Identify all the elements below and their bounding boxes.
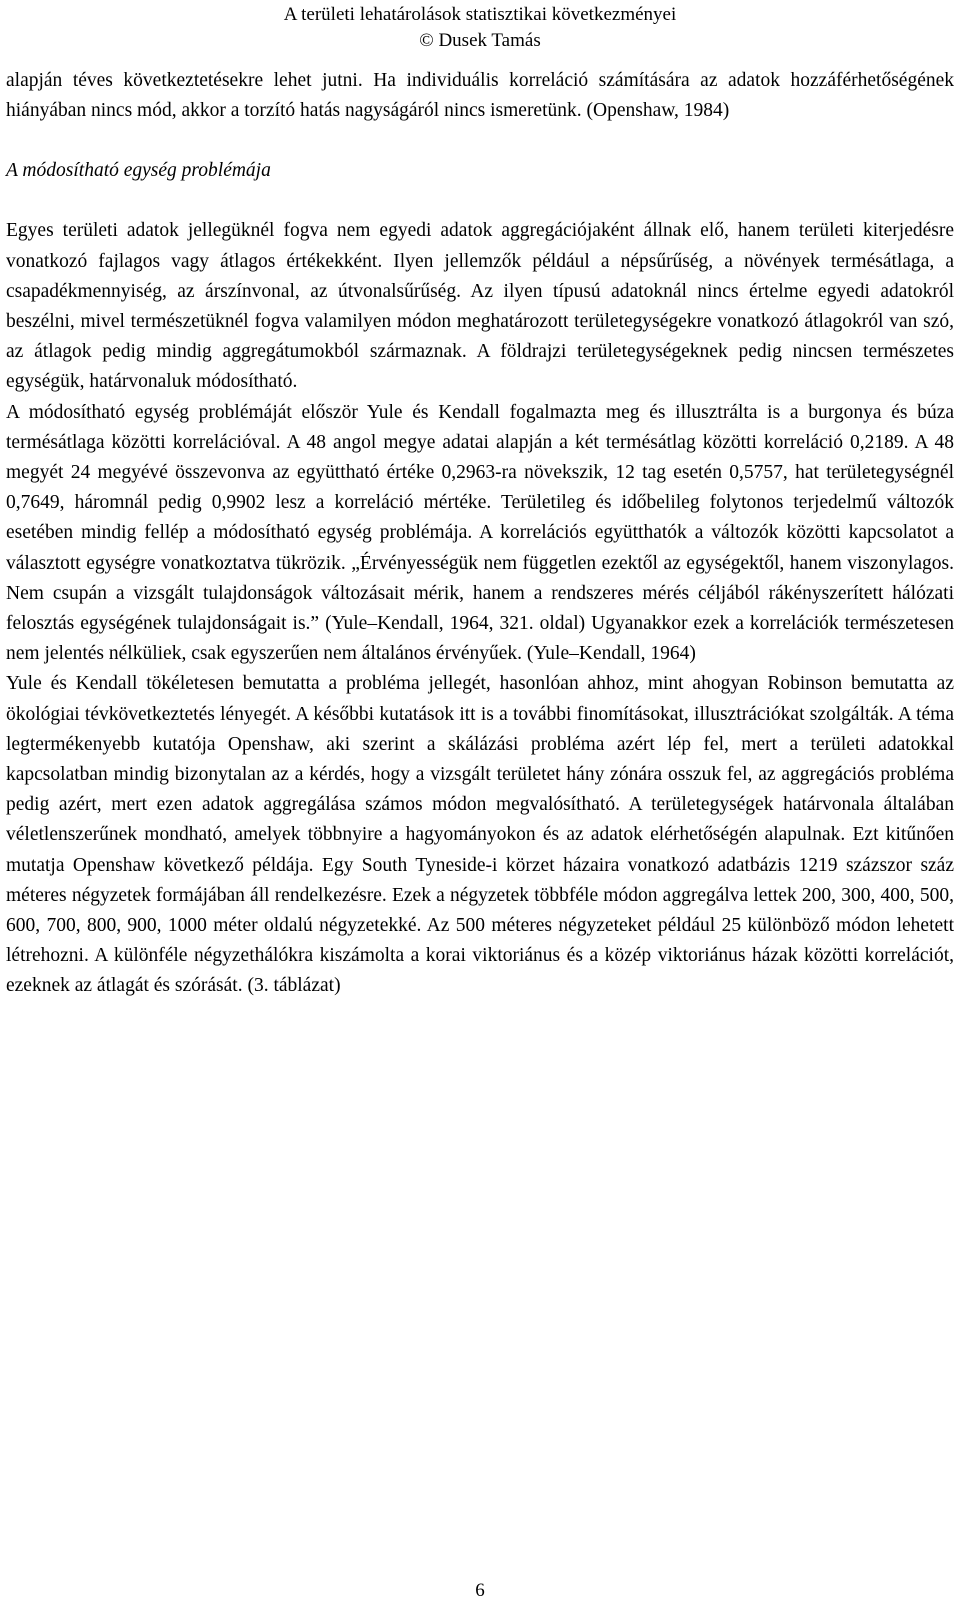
paragraph-openshaw: Yule és Kendall tökéletesen bemutatta a probléma jellegét, hasonlóan ahhoz, mint ahogyan Robinson bemutatta az ökológiai tévkövetkeztetés lényegét. A későbbi kutatások itt is a további finomításokat, illusztrációkat szolgálták. A téma legtermékenyebb kutatója Openshaw, aki szerint a skálázási probléma azért lép fel, mert a területi adatokkal kapcsolatban mindig bizonytalan az a kérdés, hogy a vizsgált területet hány zónára osszuk fel, az aggregációs probléma pedig azért, mert ezen adatok aggregálása számos módon megvalósítható. A területegységek határvonala általában véletlenszerűnek mondható, amelyek többnyire a hagyományokon és az adatok elérhetőségén alapulnak. Ezt kitűnően mutatja Openshaw következő példája. Egy South Tyneside-i körzet házaira vonatkozó adatbázis 1219 százszor száz méteres négyzetek formájában áll rendelkezésre. Ezek a négyzetek többféle módon aggregálva lettek 200, 300, 400, 500, 600, 700, 800, 900, 1000 méter oldalú négyzetekké. Az 500 méteres négyzeteket például 25 különböző módon lehetett létrehozni. A különféle négyzethálókra kiszámolta a korai viktoriánus és a közép viktoriánus házak közötti korrelációt, ezeknek az átlagát és szórását. (3. táblázat) (6, 673, 954, 997)
section-heading: A módosítható egység problémája (6, 160, 271, 182)
header-title: A területi lehatárolások statisztikai következményei (283, 4, 677, 25)
paragraph-intro: Egyes területi adatok jellegüknél fogva nem egyedi adatok aggregációjaként állnak elő, hanem területi kiterjedésre vonatkozó fajlagos vagy átlagos értékekként. Ilyen jellemzők például a népsűrűség, a növények termésátlaga, a csapadékmennyiség, az árszínvonal, az útvonalsűrűség. Az ilyen típusú adatoknál nincs értelme egyedi adatokról beszélni, mivel természetüknél fogva valamilyen módon meghatározott területegységekre vonatkozó átlagokról van szó, az átlagok pedig mindig aggregátumokból származnak. A földrajzi területegységeknek pedig nincsen természetes egységük, határvonaluk módosítható. (6, 220, 954, 393)
running-header (0, 2, 960, 54)
header-author: © Dusek Tamás (419, 30, 541, 51)
paragraph-continued: alapján téves következtetésekre lehet jutni. Ha individuális korreláció számítására az adatok hozzáférhetőségének hiányában nincs mód, akkor a torzító hatás nagyságáról nincs ismeretünk. (Openshaw, 1984) (6, 70, 954, 122)
paragraph-yule-kendall: A módosítható egység problémáját először Yule és Kendall fogalmazta meg és illusztrálta is a burgonya és búza termésátlaga közötti korrelációval. A 48 angol megye adatai alapján a két termésátlag közötti korreláció 0,2189. A 48 megyét 24 megyévé összevonva az együttható értéke 0,2963-ra növekszik, 12 tag esetén 0,5757, hat területegységnél 0,7649, háromnál pedig 0,9902 lesz a korreláció mértéke. Területileg és időbelileg folytonos terjedelmű változók esetében mindig fellép a módosítható egység problémája. A korrelációs együtthatók a változók közötti kapcsolatot a választott egységre vonatkoztatva tükrözik. „Érvényességük nem független ezektől az egységektől, hanem viszonylagos. Nem csupán a vizsgált tulajdonságok változásait mérik, hanem a rendszeres mérés céljából rákényszerített hálózati felosztás egységének tulajdonságait is.” (Yule–Kendall, 1964, 321. oldal) Ugyanakkor ezek a korrelációk természetesen nem jelentés nélküliek, csak egyszerűen nem általános érvényűek. (Yule–Kendall, 1964) (6, 401, 954, 665)
page-number: 6 (475, 1580, 485, 1601)
body-text (6, 66, 954, 1002)
